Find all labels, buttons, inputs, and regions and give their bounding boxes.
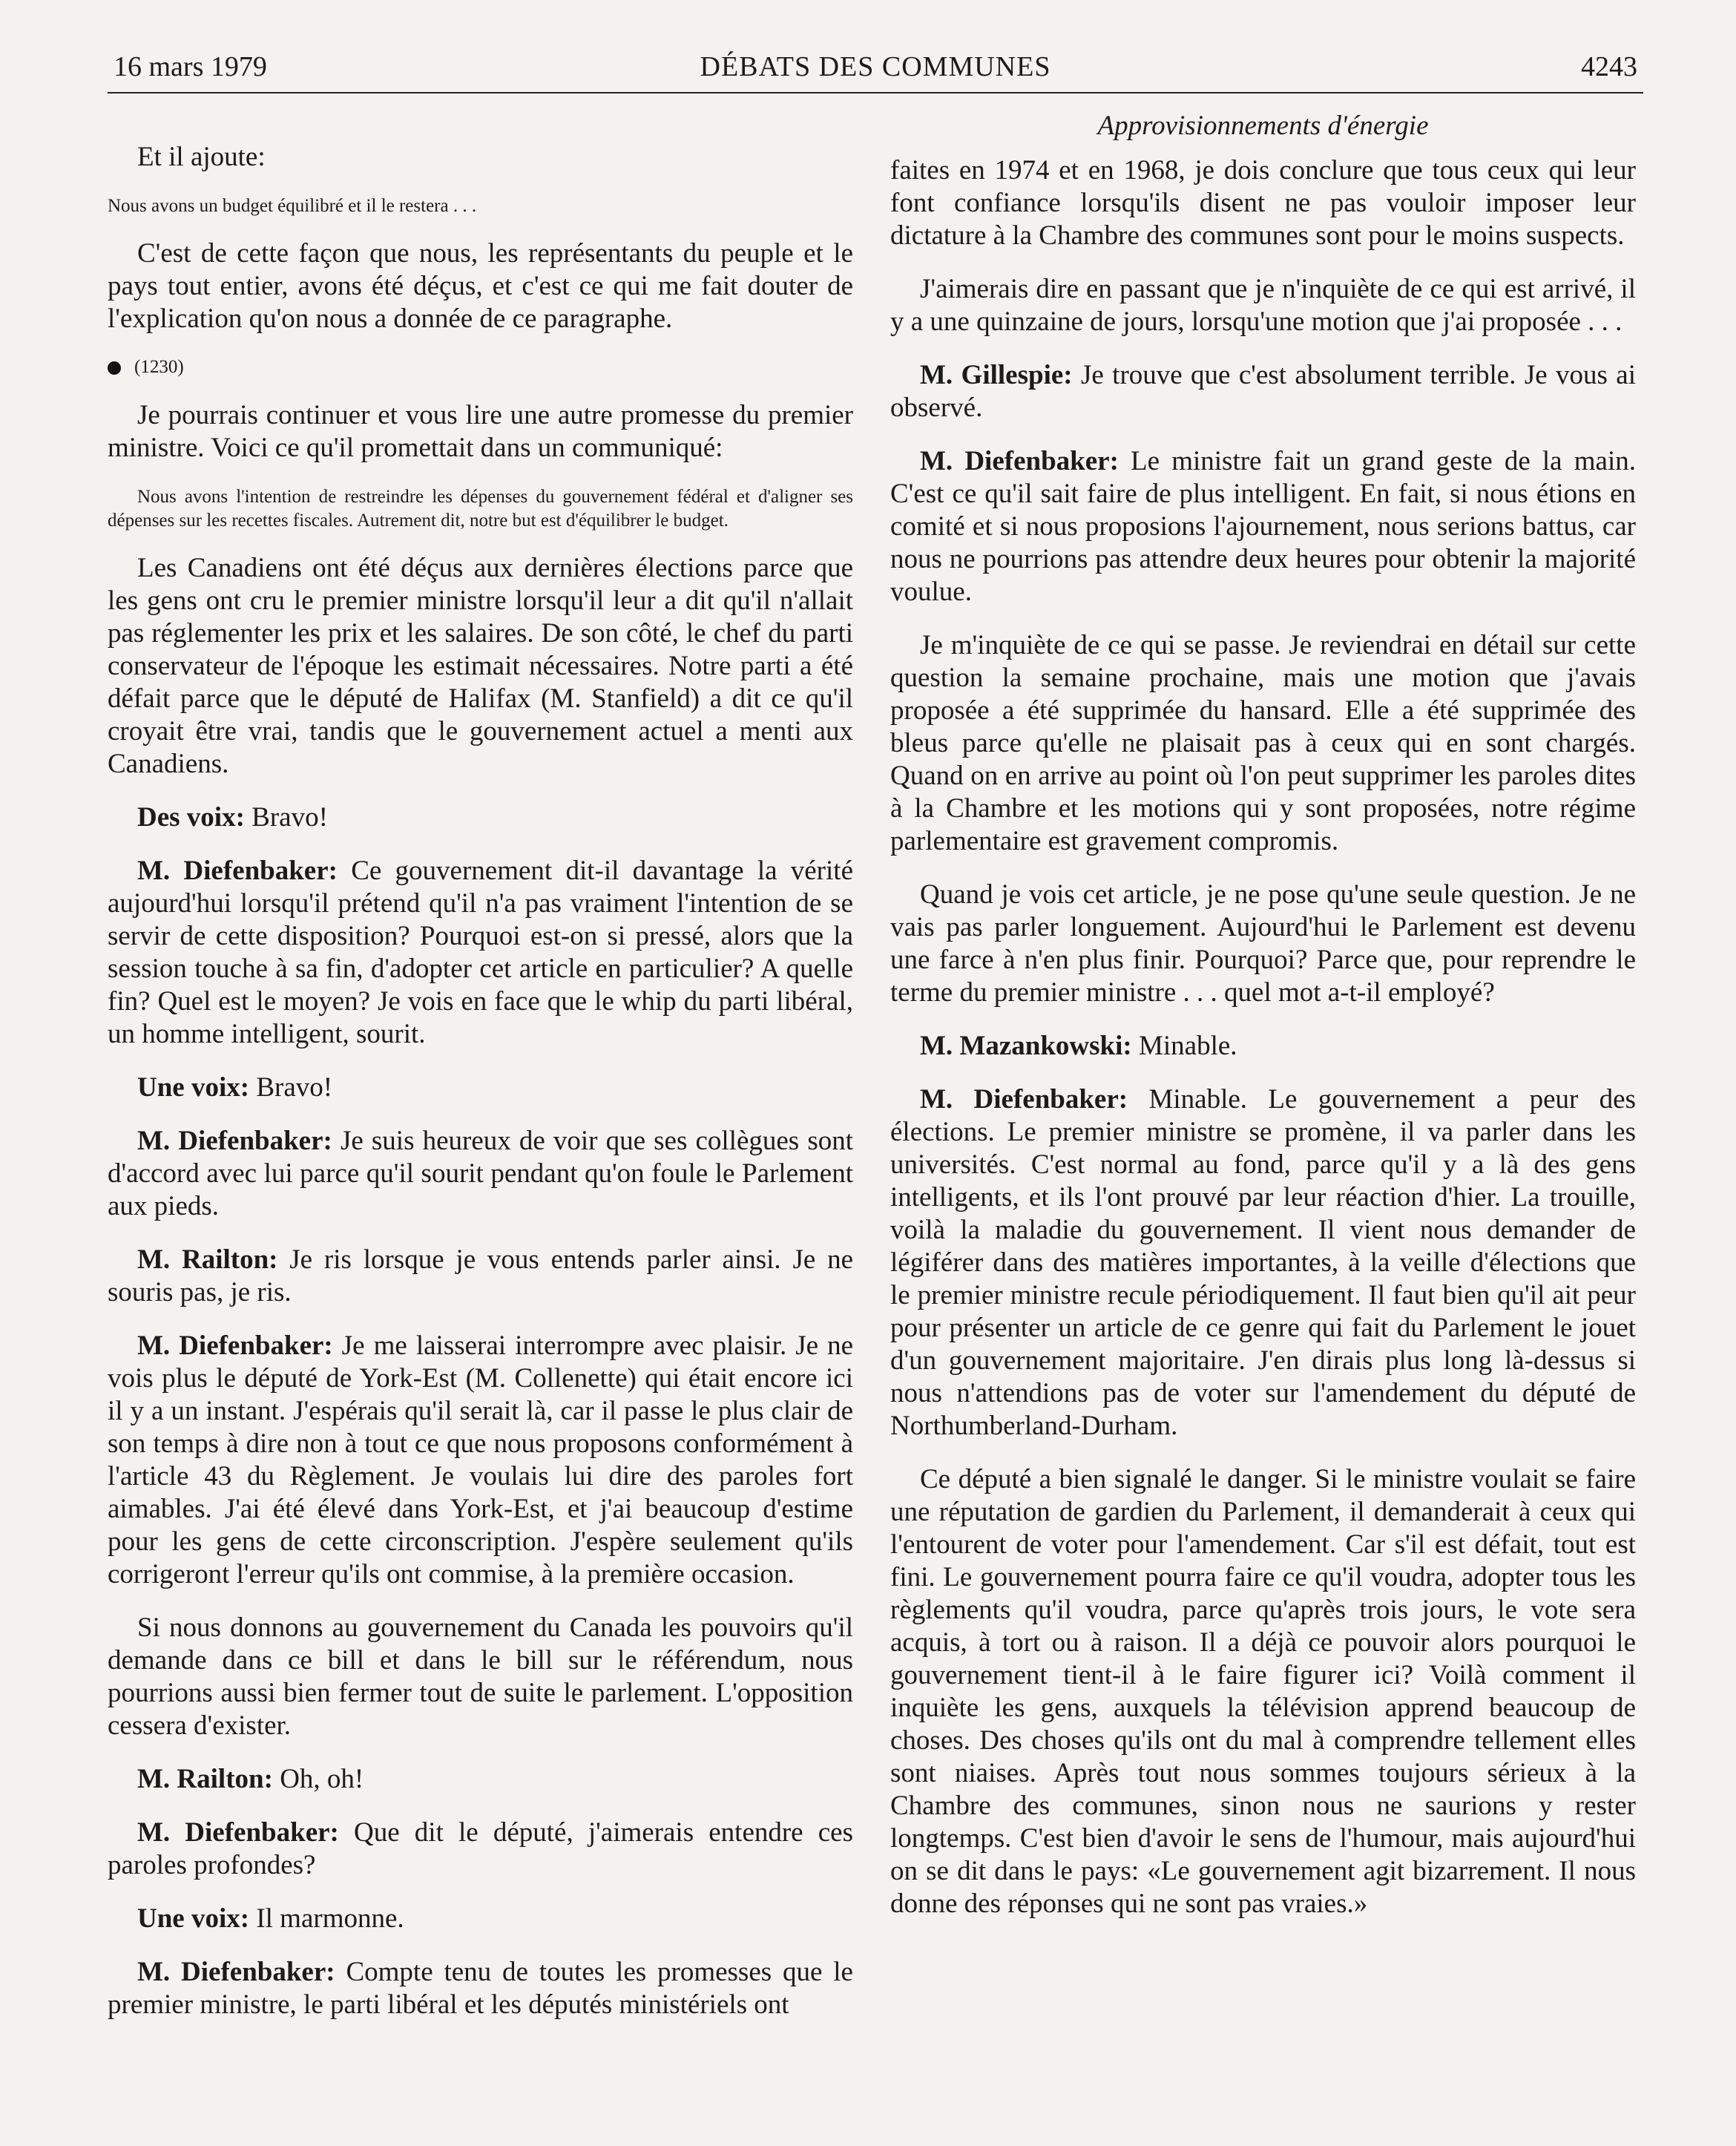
paragraph: Je pourrais continuer et vous lire une autre promesse du premier ministre. Voici ce qu'il promettait dans un communiqué:	[108, 400, 853, 463]
speaker-name: M. Railton:	[137, 1764, 273, 1794]
quotation: Nous avons un budget équilibré et il le restera . . .	[108, 196, 477, 216]
speech-text: Il marmonne.	[249, 1903, 404, 1934]
speech-text: Ce gouvernement dit-il davantage la vérité aujourd'hui lorsqu'il prétend qu'il n'a pas vraiment l'intention de se servir de cette disposition? Pourquoi est-on si pressé, alors que la session touche à sa fin, d'adopter cet article en particulier? A quelle fin? Quel est le moyen? Je vois en face que le whip du parti libéral, un homme intelligent, sourit.	[108, 856, 853, 1049]
speaker-name: Des voix:	[137, 802, 245, 833]
speaker-name: M. Mazankowski:	[920, 1031, 1132, 1061]
speaker-name: M. Diefenbaker:	[137, 1330, 333, 1361]
speech	[108, 1817, 853, 1882]
speech	[890, 359, 1636, 424]
speech-text: Que dit le député, j'aimerais entendre ces paroles profondes?	[108, 1817, 853, 1880]
speech	[108, 801, 853, 834]
speech	[108, 1903, 853, 1935]
speech	[108, 1072, 853, 1104]
speech	[108, 1763, 853, 1796]
speech	[890, 1083, 1636, 1443]
paragraph: Je m'inquiète de ce qui se passe. Je reviendrai en détail sur cette question la semaine prochaine, mais une motion que j'avais proposée a été supprimée du hansard. Elle a été supprimée des bleus parce qu'elle ne plaisait pas à ceux qui en sont chargés. Quand on en arrive au point où l'on peut supprimer les paroles dites à la Chambre et les motions qui y sont proposées, notre régime parlementaire est gravement compromis.	[890, 630, 1636, 856]
speaker-name: M. Diefenbaker:	[920, 446, 1119, 476]
left-column	[108, 141, 853, 2042]
header-page-number: 4243	[1581, 51, 1637, 82]
paragraph: faites en 1974 et en 1968, je dois conclure que tous ceux qui leur font confiance lorsqu'ils disent ne pas vouloir imposer leur dictature à la Chambre des communes sont pour le moins suspects.	[890, 155, 1636, 251]
speech	[108, 1244, 853, 1309]
speaker-name: M. Diefenbaker:	[137, 856, 338, 886]
speech	[108, 1125, 853, 1223]
speech-text: Le ministre fait un grand geste de la main. C'est ce qu'il sait faire de plus intelligent. En fait, si nous étions en comité et si nous proposions l'ajournement, nous serions battus, car nous ne pourrions pas attendre deux heures pour obtenir la majorité voulue.	[890, 446, 1636, 607]
speech-text: Compte tenu de toutes les promesses que le premier ministre, le parti libéral et les députés ministériels ont	[108, 1957, 853, 2020]
speech-text: Minable.	[1131, 1031, 1237, 1061]
speaker-name: Une voix:	[137, 1072, 250, 1103]
speech	[890, 445, 1636, 608]
paragraph: J'aimerais dire en passant que je n'inquiète de ce qui est arrivé, il y a une quinzaine de jours, lorsqu'une motion que j'ai proposée . . .	[890, 274, 1636, 337]
speaker-name: M. Diefenbaker:	[920, 1084, 1128, 1115]
speech	[108, 1956, 853, 2021]
speech-text: Je me laisserai interrompre avec plaisir. Je ne vois plus le député de York-Est (M. Collenette) qui était encore ici il y a un instant. J'espérais qu'il serait là, car il passe le plus clair de son temps à dire non à tout ce que nous proposons conformément à l'article 43 du Règlement. Je voulais lui dire des paroles fort aimables. J'ai été élevé dans York-Est, et j'ai beaucoup d'estime pour les gens de cette circonscription. J'espère seulement qu'ils corrigeront l'erreur qu'ils ont commise, à la première occasion.	[108, 1330, 853, 1589]
paragraph: Ce député a bien signalé le danger. Si le ministre voulait se faire une réputation de gardien du Parlement, il demanderait à ceux qui l'entourent de voter pour l'amendement. Car s'il est défait, tout est fini. Le gouvernement pourra faire ce qu'il voudra, adopter tous les règlements qu'il voudra, parce qu'après trois jours, le vote sera acquis, à tort ou à raison. Il a déjà ce pouvoir alors pourquoi le gouvernement tient-il à le faire figurer ici? Voilà comment il inquiète les gens, auxquels la télévision apprend beaucoup de choses. Des choses qu'ils ont du mal à comprendre tellement elles sont niaises. Après tout nous sommes toujours sérieux à la Chambre des communes, sinon nous ne saurions y rester longtemps. C'est bien d'avoir le sens de l'humour, mais aujourd'hui on se dit dans le pays: «Le gouvernement agit bizarrement. Il nous donne des réponses qui ne sont pas vraies.»	[890, 1464, 1636, 1919]
paragraph: Les Canadiens ont été déçus aux dernières élections parce que les gens ont cru le premier ministre lorsqu'il leur a dit qu'il n'allait pas réglementer les prix et les salaires. De son côté, le chef du parti conservateur de l'époque les estimait nécessaires. Notre parti a été défait parce que le député de Halifax (M. Stanfield) a dit ce qu'il croyait être vrai, tandis que le gouvernement actuel a menti aux Canadiens.	[108, 553, 853, 779]
paragraph: C'est de cette façon que nous, les représentants du peuple et le pays tout entier, avons été déçus, et c'est ce qui me fait douter de l'explication qu'on nous a donnée de ce paragraphe.	[108, 238, 853, 334]
header-date: 16 mars 1979	[114, 51, 267, 82]
speech	[108, 1330, 853, 1591]
right-column	[890, 154, 1636, 1941]
speech-text: Je ris lorsque je vous entends parler ainsi. Je ne souris pas, je ris.	[108, 1244, 853, 1307]
speaker-name: Une voix:	[137, 1903, 250, 1934]
quotation: Nous avons l'intention de restreindre les dépenses du gouvernement fédéral et d'aligner ses dépenses sur les recettes fiscales. Autrement dit, notre but est d'équilibrer le budget.	[108, 487, 853, 531]
speaker-name: M. Diefenbaker:	[137, 1126, 332, 1156]
speech-text: Je trouve que c'est absolument terrible. Je vous ai observé.	[890, 360, 1636, 423]
speaker-name: M. Gillespie:	[920, 360, 1073, 390]
section-heading: Approvisionnements d'énergie	[1097, 111, 1429, 141]
speaker-name: M. Railton:	[137, 1244, 278, 1275]
speech	[108, 855, 853, 1051]
time-marker	[108, 356, 853, 378]
speech-text: Bravo!	[249, 1072, 333, 1103]
time-marker-text: (1230)	[134, 357, 184, 377]
speech-text: Oh, oh!	[272, 1764, 364, 1794]
speech-text: Minable. Le gouvernement a peur des élections. Le premier ministre se promène, il va parler dans les universités. C'est normal au fond, parce qu'il y a là des gens intelligents, et ils l'ont prouvé par leur réaction d'hier. La trouille, voilà la maladie du gouvernement. Il vient nous demander de légiférer dans des matières importantes, à la veille d'élections que le premier ministre recule périodiquement. Il faut bien qu'il ait peur pour présenter un article de ce genre qui fait du Parlement le jouet d'un gouvernement majoritaire. J'en dirais plus long là-dessus si nous n'attendions pas de voter sur l'amendement du député de Northumberland-Durham.	[890, 1084, 1636, 1441]
speaker-name: M. Diefenbaker:	[137, 1957, 335, 1987]
speech-text: Je suis heureux de voir que ses collègues sont d'accord avec lui parce qu'il sourit pendant qu'on foule le Parlement aux pieds.	[108, 1126, 853, 1221]
paragraph: Et il ajoute:	[137, 142, 266, 172]
header-title: DÉBATS DES COMMUNES	[700, 51, 1051, 82]
paragraph: Quand je vois cet article, je ne pose qu'une seule question. Je ne vais pas parler longuement. Aujourd'hui le Parlement est devenu une farce à n'en plus finir. Pourquoi? Parce que, pour reprendre le terme du premier ministre . . . quel mot a-t-il employé?	[890, 879, 1636, 1008]
speech	[890, 1030, 1636, 1063]
speech-text: Bravo!	[244, 802, 328, 833]
paragraph: Si nous donnons au gouvernement du Canada les pouvoirs qu'il demande dans ce bill et dans le bill sur le référendum, nous pourrions aussi bien fermer tout de suite le parlement. L'opposition cessera d'exister.	[108, 1612, 853, 1741]
bullet-icon	[108, 361, 121, 375]
running-header	[108, 49, 1643, 93]
speaker-name: M. Diefenbaker:	[137, 1817, 339, 1848]
